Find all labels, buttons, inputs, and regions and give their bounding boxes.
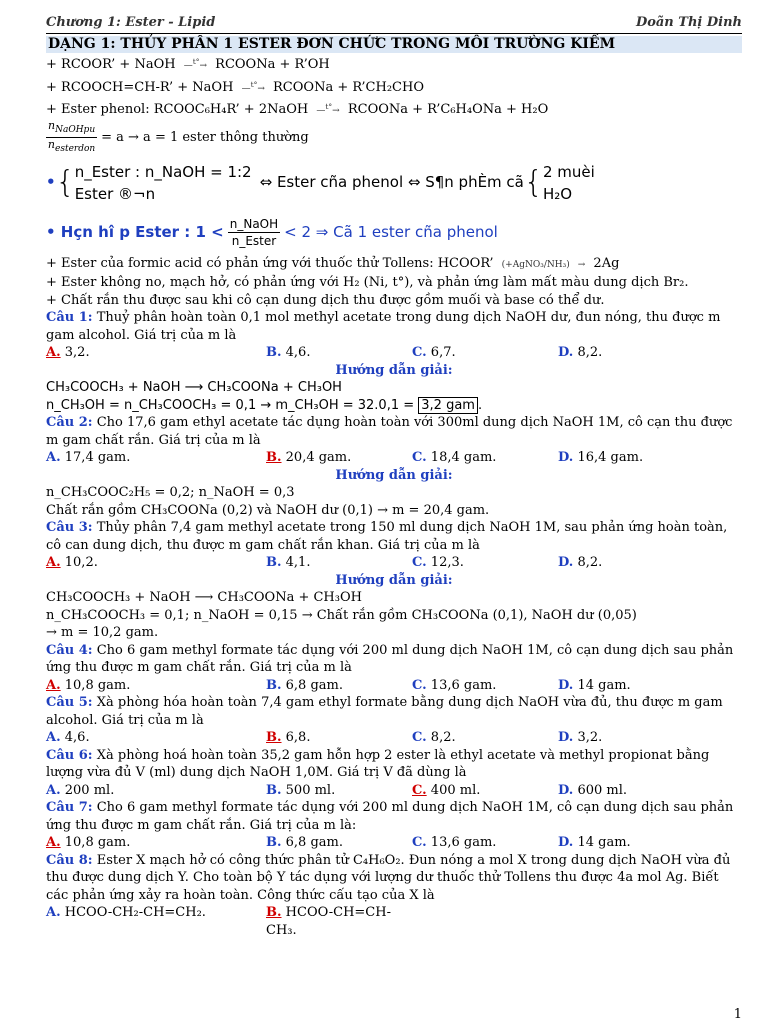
option-b[interactable] bbox=[266, 554, 412, 572]
option-letter: A. bbox=[46, 905, 61, 920]
ratio-fraction: $n_{NaOHpu}$ $n_{esterdon}$ bbox=[47, 118, 96, 155]
question-text bbox=[46, 519, 742, 554]
option-letter: A. bbox=[46, 730, 61, 745]
answer-options bbox=[46, 677, 742, 695]
option-value: 14 gam. bbox=[577, 835, 631, 850]
reaction-lhs: + Ester phenol: RCOOC₆H₄R’ + 2NaOH bbox=[46, 102, 309, 117]
option-a[interactable] bbox=[46, 677, 266, 695]
option-c[interactable] bbox=[412, 782, 558, 800]
option-value: 8,2. bbox=[577, 555, 603, 570]
solution-line: n_CH₃OH = n_CH₃COOCH₃ = 0,1 → m_CH₃OH = 32.0,1 = 3,2 gam . bbox=[46, 397, 483, 413]
author-name: Doãn Thị Dinh bbox=[635, 15, 742, 30]
option-value: 4,1. bbox=[285, 555, 311, 570]
option-value: 3,2. bbox=[577, 730, 603, 745]
question-body: Xà phòng hóa hoàn toàn 7,4 gam ethyl formate bằng dung dịch NaOH vừa đủ, thu được m gam alcohol. Giá trị của m là bbox=[46, 695, 723, 728]
option-letter: B. bbox=[266, 835, 282, 850]
question-8 bbox=[46, 852, 742, 940]
question-label: Câu 2: bbox=[46, 415, 93, 430]
question-2 bbox=[46, 414, 742, 519]
option-value: 600 ml. bbox=[577, 782, 628, 798]
option-value: 6,8. bbox=[285, 730, 311, 745]
mixture-condition-prefix: • Hçn hî p Ester : 1 < bbox=[46, 222, 224, 241]
mixture-condition-suffix: < 2 ⇒ Cã 1 ester cña phenol bbox=[284, 222, 498, 241]
option-letter: A. bbox=[46, 835, 61, 850]
option-letter: C. bbox=[412, 345, 427, 360]
page-number: 1 bbox=[733, 1007, 742, 1022]
condition-ratio: n_Ester : n_NaOH = 1:2 bbox=[74, 162, 252, 181]
tollens-arrow: (+AgNO₃/NH₃) bbox=[501, 259, 570, 270]
product-list bbox=[543, 161, 595, 205]
reaction-lhs: + RCOOCH=CH-R’ + NaOH bbox=[46, 79, 234, 95]
question-6 bbox=[46, 747, 742, 800]
option-b[interactable] bbox=[266, 729, 412, 747]
page-header bbox=[46, 14, 742, 34]
option-d[interactable] bbox=[558, 834, 742, 852]
solution-line: n_CH₃COOC₂H₅ = 0,2; n_NaOH = 0,3 bbox=[46, 485, 295, 500]
reaction-rhs: RCOONa + R’CH₂CHO bbox=[273, 79, 424, 95]
option-letter: B. bbox=[266, 345, 282, 360]
option-b[interactable] bbox=[266, 677, 412, 695]
reaction-1 bbox=[46, 53, 742, 76]
reaction-lhs: + RCOOR’ + NaOH bbox=[46, 57, 176, 72]
option-d[interactable] bbox=[558, 554, 742, 572]
condition-list bbox=[75, 161, 252, 205]
option-letter: D. bbox=[558, 835, 574, 850]
option-letter: C. bbox=[412, 835, 427, 850]
option-value: 6,8 gam. bbox=[285, 835, 343, 850]
question-body: Cho 6 gam methyl formate tác dụng với 200 ml dung dịch NaOH 1M, cô cạn dung dịch sau phản ứng thu được m gam chất rắn. Giá trị của m là bbox=[46, 642, 734, 675]
question-1 bbox=[46, 309, 742, 414]
option-value: 20,4 gam. bbox=[285, 450, 352, 465]
question-text bbox=[46, 309, 742, 344]
option-letter: A. bbox=[46, 345, 61, 360]
option-value: 8,2. bbox=[577, 345, 603, 360]
option-value: 3,2. bbox=[64, 345, 90, 360]
ratio-tail: = a → a = 1 ester thông thường bbox=[101, 129, 309, 145]
option-value: HCOO-CH₂-CH=CH₂. bbox=[64, 905, 206, 920]
reaction-rhs: RCOONa + R’OH bbox=[215, 57, 330, 72]
option-letter: C. bbox=[412, 677, 427, 693]
reaction-3 bbox=[46, 98, 742, 121]
option-c[interactable] bbox=[412, 554, 558, 572]
option-b[interactable] bbox=[266, 449, 412, 467]
question-label: Câu 5: bbox=[46, 695, 93, 710]
option-d[interactable] bbox=[558, 449, 742, 467]
option-value: 500 ml. bbox=[285, 782, 336, 798]
option-letter: B. bbox=[266, 782, 282, 798]
solution-line: CH₃COOCH₃ + NaOH ⟶ CH₃COONa + CH₃OH bbox=[46, 380, 342, 395]
option-b[interactable] bbox=[266, 782, 412, 800]
option-b[interactable] bbox=[266, 344, 412, 362]
option-b[interactable] bbox=[266, 904, 412, 939]
option-letter: D. bbox=[558, 450, 574, 465]
option-letter: D. bbox=[558, 730, 574, 745]
solution-heading: Hướng dẫn giải: bbox=[335, 572, 453, 588]
chapter-title: Chương 1: Ester - Lipid bbox=[46, 15, 216, 30]
question-list bbox=[46, 309, 742, 939]
option-value: 10,2. bbox=[64, 555, 98, 570]
option-value: 13,6 gam. bbox=[430, 835, 497, 850]
option-letter: A. bbox=[46, 555, 61, 570]
option-value: 6,7. bbox=[430, 345, 456, 360]
reaction-rhs: RCOONa + R’C₆H₄ONa + H₂O bbox=[347, 102, 549, 117]
option-a[interactable] bbox=[46, 554, 266, 572]
solution-line: CH₃COOCH₃ + NaOH ⟶ CH₃COONa + CH₃OH bbox=[46, 590, 362, 605]
question-body: Thủy phân 7,4 gam methyl acetate trong 150 ml dung dịch NaOH 1M, sau phản ứng hoàn toàn, cô can dung dịch, thu được m gam chất rắn khan. Giá trị của m là bbox=[46, 520, 728, 553]
question-text bbox=[46, 414, 742, 449]
condition-ester: Ester ®¬n bbox=[74, 184, 156, 203]
option-letter: C. bbox=[412, 730, 427, 745]
solution-line: Chất rắn gồm CH₃COONa (0,2) và NaOH dư (0,1) → m = 20,4 gam. bbox=[46, 502, 490, 518]
question-body: Ester X mạch hở có công thức phân tử C₄H₆O₂. Đun nóng a mol X trong dung dịch NaOH vừa đủ thu được dung dịch Y. Cho toàn bộ Y tác dụng với lượng dư thuốc thử Tollens thu được 4a mol Ag. Biết các phản ứng xảy ra hoàn toàn. Công thức cấu tạo của X là bbox=[46, 852, 731, 903]
mixture-fraction: n_NaOH n_Ester bbox=[229, 217, 279, 248]
option-value: 4,6. bbox=[64, 730, 90, 745]
answer-options bbox=[46, 904, 742, 939]
option-value: 4,6. bbox=[285, 345, 311, 360]
option-letter: A. bbox=[46, 450, 61, 465]
option-c[interactable] bbox=[412, 677, 558, 695]
reaction-arrow: —$^{t^\circ}$→ bbox=[241, 79, 265, 94]
answer-box: 3,2 gam bbox=[418, 397, 478, 414]
answer-options bbox=[46, 729, 742, 747]
left-brace-icon: { bbox=[523, 164, 543, 200]
answer-options bbox=[46, 782, 742, 800]
note-unsaturated: + Ester không no, mạch hở, có phản ứng với H₂ (Ni, t°), và phản ứng làm mất màu dung dịch Br₂. bbox=[46, 275, 689, 290]
option-value: 400 ml. bbox=[430, 782, 481, 798]
option-a[interactable] bbox=[46, 904, 266, 939]
question-label: Câu 4: bbox=[46, 642, 93, 658]
option-value: 14 gam. bbox=[577, 677, 631, 693]
option-letter: D. bbox=[558, 345, 574, 360]
question-7 bbox=[46, 799, 742, 852]
mixture-ester-condition bbox=[46, 211, 742, 255]
reaction-2 bbox=[46, 76, 742, 99]
option-letter: B. bbox=[266, 450, 282, 465]
option-value: 18,4 gam. bbox=[430, 450, 497, 465]
question-text bbox=[46, 642, 742, 677]
option-value: 10,8 gam. bbox=[64, 835, 131, 850]
solution-line: n_CH₃COOCH₃ = 0,1; n_NaOH = 0,15 → Chất rắn gồm CH₃COONa (0,1), NaOH dư (0,05) bbox=[46, 607, 637, 623]
option-letter: C. bbox=[412, 450, 427, 465]
option-a[interactable] bbox=[46, 834, 266, 852]
note-tollens: + Ester của formic acid có phản ứng với thuốc thử Tollens: HCOOR’ (+AgNO₃/NH₃) → 2Ag bbox=[46, 255, 620, 271]
option-letter: C. bbox=[412, 555, 427, 570]
option-a[interactable] bbox=[46, 729, 266, 747]
question-body: Xà phòng hoá hoàn toàn 35,2 gam hỗn hợp 2 ester là ethyl acetate và methyl propionat bằng lượng vừa đủ V (ml) dung dịch NaOH 1,0M. Giá trị V đã dùng là bbox=[46, 747, 710, 780]
question-body: Cho 17,6 gam ethyl acetate tác dụng hoàn toàn với 300ml dung dịch NaOH 1M, cô cạn thu được m gam chất rắn. Giá trị của m là bbox=[46, 415, 733, 448]
condition-result: ⇔ Ester cña phenol ⇔ S¶n phÈm cã bbox=[259, 172, 524, 191]
option-a[interactable] bbox=[46, 449, 266, 467]
question-label: Câu 3: bbox=[46, 520, 93, 535]
option-b[interactable] bbox=[266, 834, 412, 852]
option-letter: B. bbox=[266, 677, 282, 693]
left-brace-icon: { bbox=[55, 164, 75, 200]
option-c[interactable] bbox=[412, 729, 558, 747]
question-text bbox=[46, 852, 742, 905]
answer-options bbox=[46, 554, 742, 572]
option-value: HCOO-CH=CH-CH₃. bbox=[266, 905, 391, 938]
option-value: 8,2. bbox=[430, 730, 456, 745]
option-letter: D. bbox=[558, 555, 574, 570]
solution-heading: Hướng dẫn giải: bbox=[335, 362, 453, 378]
answer-options bbox=[46, 834, 742, 852]
option-c[interactable] bbox=[412, 834, 558, 852]
option-c[interactable] bbox=[412, 449, 558, 467]
option-letter: B. bbox=[266, 905, 282, 920]
option-letter: A. bbox=[46, 677, 61, 693]
question-text bbox=[46, 747, 742, 782]
reaction-arrow: —$^{t^\circ}$→ bbox=[183, 57, 208, 71]
option-value: 10,8 gam. bbox=[64, 677, 131, 693]
option-d[interactable] bbox=[558, 782, 742, 800]
bullet-icon: • bbox=[46, 172, 56, 191]
question-body: Cho 6 gam methyl formate tác dụng với 200 ml dung dịch NaOH 1M, cô cạn dung dịch sau phản ứng thu được m gam chất rắn. Giá trị của m là: bbox=[46, 800, 734, 833]
option-value: 17,4 gam. bbox=[64, 450, 131, 465]
question-label: Câu 7: bbox=[46, 800, 93, 815]
section-title: DẠNG 1: THỦY PHÂN 1 ESTER ĐƠN CHỨC TRONG MÔI TRƯỜNG KIỀM bbox=[46, 36, 742, 54]
answer-options bbox=[46, 344, 742, 362]
option-c[interactable] bbox=[412, 344, 558, 362]
solution-line: → m = 10,2 gam. bbox=[46, 625, 159, 640]
option-value: 12,3. bbox=[430, 555, 464, 570]
reaction-arrow: —$^{t^\circ}$→ bbox=[316, 102, 340, 116]
note-solid: + Chất rắn thu được sau khi cô cạn dung dịch thu được gồm muối và base có thể dư. bbox=[46, 292, 605, 308]
solution-heading: Hướng dẫn giải: bbox=[335, 467, 453, 483]
product-salts: 2 muèi bbox=[542, 162, 595, 181]
question-text bbox=[46, 694, 742, 729]
document-page bbox=[46, 14, 742, 939]
option-value: 13,6 gam. bbox=[430, 677, 497, 693]
ratio-formula bbox=[46, 118, 742, 155]
option-letter: D. bbox=[558, 782, 574, 798]
option-letter: C. bbox=[412, 782, 427, 798]
option-value: 200 ml. bbox=[64, 782, 115, 798]
phenol-ester-condition bbox=[46, 155, 742, 211]
option-value: 6,8 gam. bbox=[285, 677, 343, 693]
option-a[interactable] bbox=[46, 344, 266, 362]
option-a[interactable] bbox=[46, 782, 266, 800]
option-letter: B. bbox=[266, 555, 282, 570]
option-letter: D. bbox=[558, 677, 574, 693]
option-letter: A. bbox=[46, 782, 61, 798]
question-3 bbox=[46, 519, 742, 642]
option-d[interactable] bbox=[558, 344, 742, 362]
option-value: 16,4 gam. bbox=[577, 450, 644, 465]
option-d[interactable] bbox=[558, 677, 742, 695]
question-label: Câu 6: bbox=[46, 747, 93, 763]
product-water: H₂O bbox=[542, 184, 573, 203]
question-label: Câu 1: bbox=[46, 310, 93, 325]
option-letter: B. bbox=[266, 730, 282, 745]
option-d[interactable] bbox=[558, 729, 742, 747]
answer-options bbox=[46, 449, 742, 467]
question-text bbox=[46, 799, 742, 834]
question-5 bbox=[46, 694, 742, 747]
question-body: Thuỷ phân hoàn toàn 0,1 mol methyl acetate trong dung dịch NaOH dư, đun nóng, thu được m gam alcohol. Giá trị của m là bbox=[46, 310, 721, 343]
question-label: Câu 8: bbox=[46, 852, 93, 868]
question-4 bbox=[46, 642, 742, 695]
